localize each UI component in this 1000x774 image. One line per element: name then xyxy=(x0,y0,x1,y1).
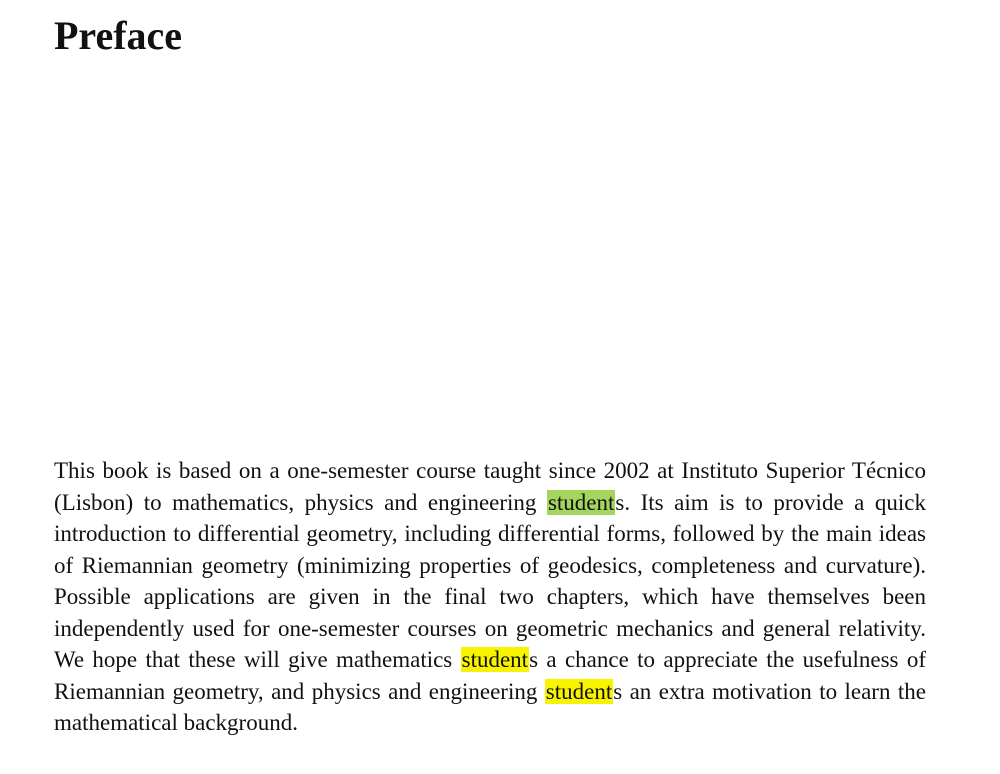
paragraph-text: This book is based on a one-semester course taught since 2002 at Instituto Superior Técnico (Lisbon) to mathematics, physics and engineering xyxy=(54,458,926,515)
search-highlight[interactable]: student xyxy=(461,647,529,672)
paragraph-text: s. Its aim is to provide a quick introduction to differential geometry, including differential forms, followed by the main ideas of Riemannian geometry (minimizing properties of geodesics, completeness and curvature). Possible applications are given in the final two chapters, which have themselves been independently used for one-semester courses on geometric mechanics and general relativity. We hope that these will give mathematics xyxy=(54,489,926,672)
search-highlight-current[interactable]: student xyxy=(547,489,615,515)
paragraph-text: s an extra motivation to learn the mathematical background. xyxy=(54,678,926,735)
page-title: Preface xyxy=(54,13,183,58)
search-highlight[interactable]: student xyxy=(545,678,613,704)
paragraph-text: s a chance to appreciate the usefulness of Riemannian geometry, and physics and engineering xyxy=(54,647,926,704)
preface-paragraph xyxy=(54,455,926,739)
